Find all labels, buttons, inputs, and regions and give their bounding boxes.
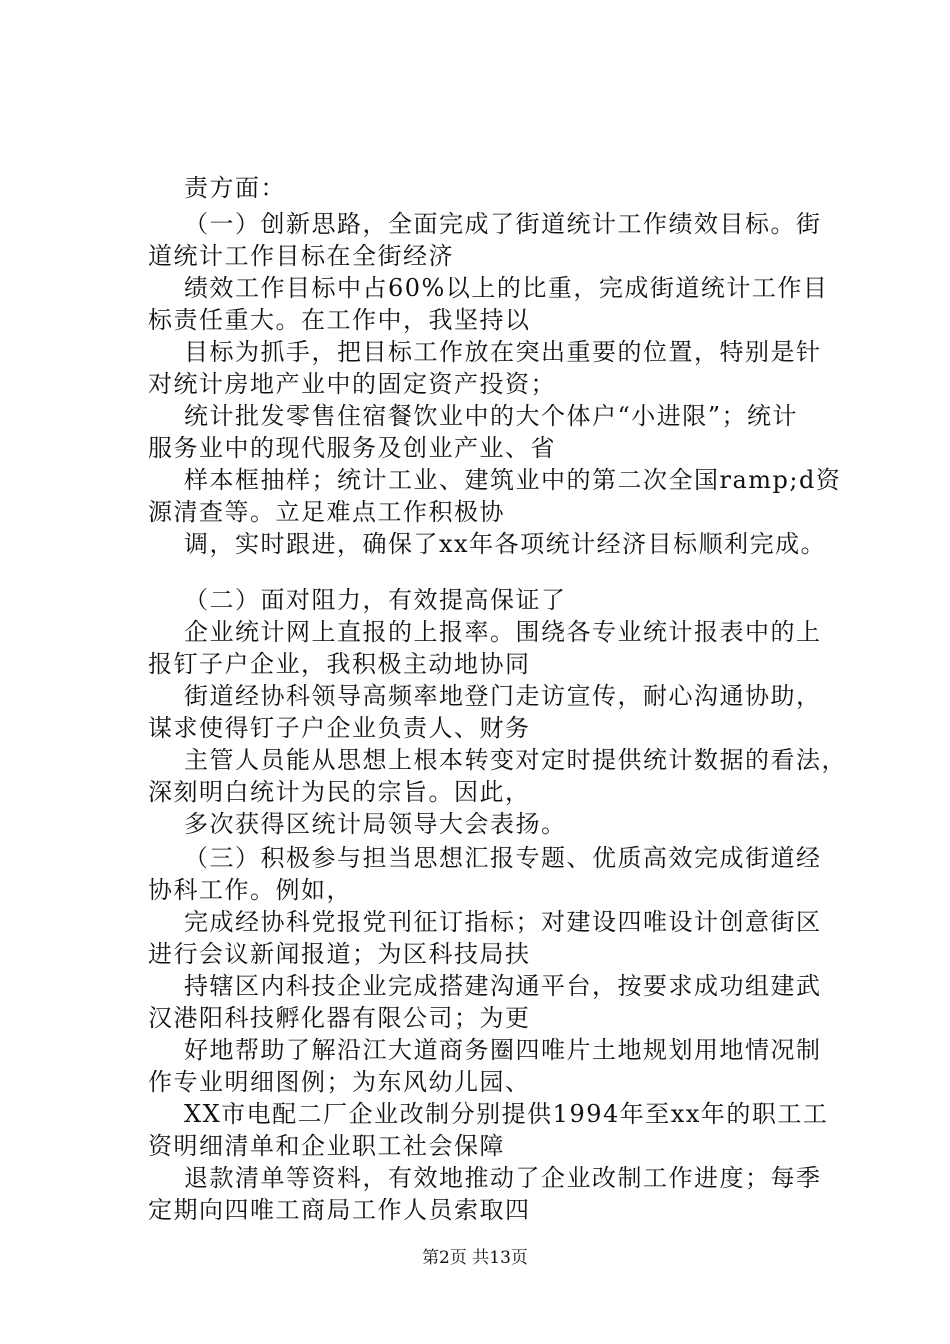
text-line: XX市电配二厂企业改制分别提供1994年至xx年的职工工	[184, 1100, 829, 1128]
text-line: 源清查等。立足难点工作积极协	[148, 498, 505, 526]
text-line: 完成经协科党报党刊征订指标；对建设四唯设计创意街区	[184, 908, 822, 936]
text-line: 道统计工作目标在全街经济	[148, 242, 454, 270]
text-line: 调，实时跟进，确保了xx年各项统计经济目标顺利完成。	[184, 530, 827, 558]
text-line: 深刻明白统计为民的宗旨。因此，	[148, 778, 531, 806]
page-number: 第2页 共13页	[422, 1248, 528, 1268]
text-line: 定期向四唯工商局工作人员索取四	[148, 1196, 531, 1224]
text-line: 持辖区内科技企业完成搭建沟通平台，按要求成功组建武	[184, 972, 822, 1000]
text-line: 服务业中的现代服务及创业产业、省	[148, 434, 556, 462]
text-line: 报钉子户企业，我积极主动地协同	[148, 650, 531, 678]
text-line: 街道经协科领导高频率地登门走访宣传，耐心沟通协助，	[184, 682, 822, 710]
text-line: 协科工作。例如，	[148, 876, 352, 904]
text-line: 进行会议新闻报道；为区科技局扶	[148, 940, 531, 968]
text-line: 多次获得区统计局领导大会表扬。	[184, 810, 567, 838]
text-line: 谋求使得钉子户企业负责人、财务	[148, 714, 531, 742]
text-line: 统计批发零售住宿餐饮业中的大个体户“小进限”；统计	[184, 402, 799, 430]
text-line: （一）创新思路，全面完成了街道统计工作绩效目标。街	[184, 210, 822, 238]
text-line: （三）积极参与担当思想汇报专题、优质高效完成街道经	[184, 844, 822, 872]
text-line: 作专业明细图例；为东风幼儿园、	[148, 1068, 531, 1096]
text-line: 好地帮助了解沿江大道商务圈四唯片土地规划用地情况制	[184, 1036, 822, 1064]
text-line: 目标为抓手，把目标工作放在突出重要的位置，特别是针	[184, 338, 822, 366]
text-line: 对统计房地产业中的固定资产投资；	[148, 370, 556, 398]
text-line: 资明细清单和企业职工社会保障	[148, 1132, 505, 1160]
text-line: 绩效工作目标中占60%以上的比重，完成街道统计工作目	[184, 274, 829, 302]
text-line: 样本框抽样；统计工业、建筑业中的第二次全国ramp;d资	[184, 466, 842, 494]
text-line: 企业统计网上直报的上报率。围绕各专业统计报表中的上	[184, 618, 822, 646]
text-line: 责方面：	[184, 174, 286, 202]
text-line: 标责任重大。在工作中，我坚持以	[148, 306, 531, 334]
text-line: （二）面对阻力，有效提高保证了	[184, 586, 567, 614]
text-line: 退款清单等资料，有效地推动了企业改制工作进度；每季	[184, 1164, 822, 1192]
text-line: 主管人员能从思想上根本转变对定时提供统计数据的看法，	[184, 746, 847, 774]
text-line: 汉港阳科技孵化器有限公司；为更	[148, 1004, 531, 1032]
